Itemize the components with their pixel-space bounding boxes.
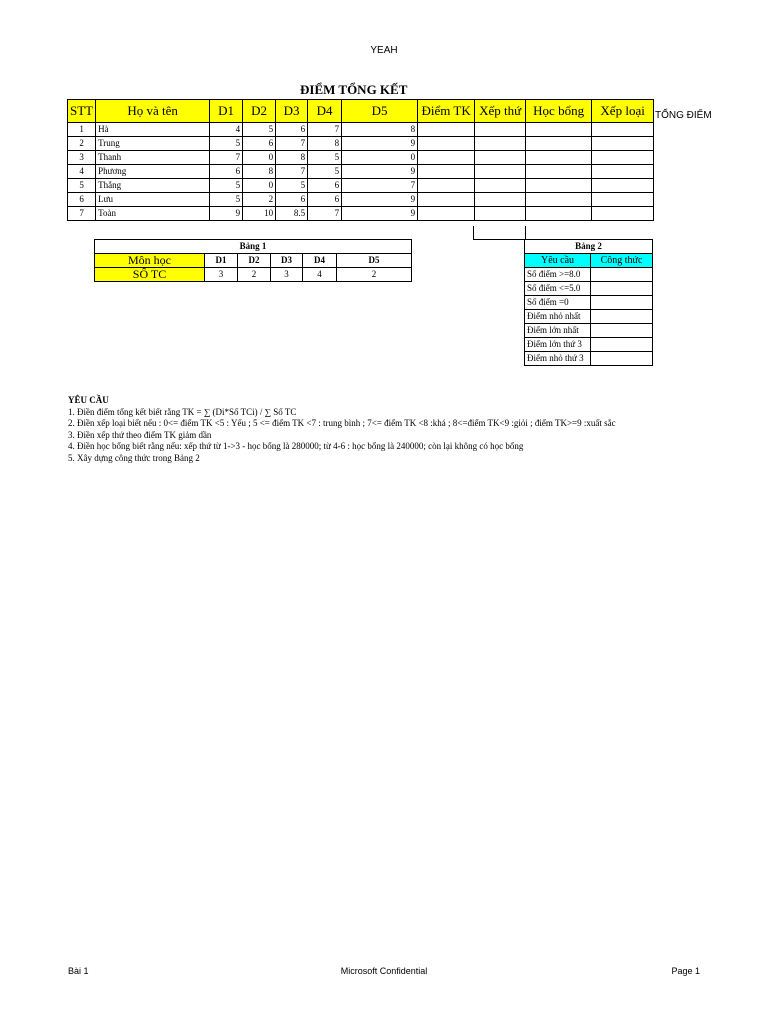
header-d5: D5 (342, 100, 418, 123)
row-name: Thanh (96, 151, 210, 165)
empty-cell (475, 123, 526, 137)
table-row (68, 193, 654, 207)
table1-header-d1: D1 (205, 254, 238, 268)
row-score-d1: 6 (210, 165, 243, 179)
row-score-d2: 5 (243, 123, 276, 137)
row-score-d1: 9 (210, 207, 243, 221)
row-name: Thắng (96, 179, 210, 193)
row-score-d2: 6 (243, 137, 276, 151)
empty-cell (475, 179, 526, 193)
table1-header-d2: D2 (238, 254, 271, 268)
header-diem-tk: Điểm TK (418, 100, 475, 123)
requirement-item: 4. Điền học bổng biết rằng nếu: xếp thứ từ 1->3 - học bổng là 280000; từ 4-6 : học bổng là 240000; còn lại không có học bổng (68, 441, 524, 451)
header-d3: D3 (276, 100, 308, 123)
page-title: ĐIỂM TỔNG KẾT (300, 82, 408, 97)
empty-cell (475, 151, 526, 165)
header-xep-loai: Xếp loại (592, 100, 654, 123)
row-score-d2: 0 (243, 179, 276, 193)
row-score-d2: 10 (243, 207, 276, 221)
empty-cell (418, 165, 475, 179)
row-name: Phương (96, 165, 210, 179)
formula-table (524, 239, 653, 366)
row-score-d5: 9 (342, 193, 418, 207)
row-score-d3: 8.5 (276, 207, 308, 221)
table1-header-subject: Môn học (95, 254, 205, 268)
table-row (68, 137, 654, 151)
row-name: Lưu (96, 193, 210, 207)
table1-cell: 3 (205, 268, 238, 282)
row-score-d5: 9 (342, 137, 418, 151)
row-score-d2: 2 (243, 193, 276, 207)
empty-cell (526, 123, 592, 137)
header-xep-thu: Xếp thứ (475, 100, 526, 123)
table1-caption: Bảng 1 (95, 240, 412, 254)
row-score-d4: 7 (308, 123, 342, 137)
empty-cell (475, 193, 526, 207)
table1-header-d4: D4 (303, 254, 337, 268)
score-table (67, 99, 654, 221)
empty-cell (592, 193, 654, 207)
table-row (68, 123, 654, 137)
row-score-d1: 4 (210, 123, 243, 137)
table-row (68, 151, 654, 165)
table2-formula-cell (591, 310, 653, 324)
empty-cell (418, 193, 475, 207)
footer-left: Bài 1 (68, 966, 89, 976)
credit-table (94, 239, 412, 282)
row-score-d5: 9 (342, 165, 418, 179)
row-name: Hà (96, 123, 210, 137)
row-score-d3: 6 (276, 193, 308, 207)
table2-formula-cell (591, 282, 653, 296)
empty-cell (526, 207, 592, 221)
row-score-d3: 7 (276, 137, 308, 151)
empty-cell (475, 207, 526, 221)
row-stt: 7 (68, 207, 96, 221)
empty-cell (526, 165, 592, 179)
empty-cell (592, 165, 654, 179)
requirement-item: 3. Điền xếp thứ theo điểm TK giảm dần (68, 429, 212, 440)
table-row (68, 165, 654, 179)
empty-cell (526, 193, 592, 207)
empty-cell (418, 151, 475, 165)
row-score-d2: 8 (243, 165, 276, 179)
table2-formula-cell (591, 338, 653, 352)
row-score-d4: 5 (308, 151, 342, 165)
row-score-d4: 8 (308, 137, 342, 151)
table1-row-label: SỐ TC (95, 268, 205, 282)
empty-cell (592, 123, 654, 137)
header-name: Họ và tên (96, 100, 210, 123)
empty-cell (418, 123, 475, 137)
score-table-header (68, 100, 654, 123)
requirements-section (68, 395, 616, 464)
empty-cell (592, 179, 654, 193)
empty-cell (418, 179, 475, 193)
table2-requirement: Điểm nhỏ nhất (525, 310, 591, 324)
empty-cell (526, 151, 592, 165)
table2-formula-cell (591, 296, 653, 310)
requirements-title: YÊU CẦU (68, 395, 109, 405)
side-label: TỔNG ĐIỂM (655, 110, 712, 121)
empty-cell (526, 179, 592, 193)
row-score-d1: 5 (210, 179, 243, 193)
table1-cell: 2 (337, 268, 412, 282)
empty-cell (592, 151, 654, 165)
table2-requirement: Số điểm <=5.0 (525, 282, 591, 296)
row-stt: 2 (68, 137, 96, 151)
row-score-d4: 6 (308, 179, 342, 193)
header-d4: D4 (308, 100, 342, 123)
footer-center: Microsoft Confidential (340, 966, 428, 976)
header-stt: STT (68, 100, 96, 123)
table2-requirement: Số điểm =0 (525, 296, 591, 310)
footer-right: Page 1 (671, 966, 700, 976)
table2-formula-cell (591, 268, 653, 282)
table2-requirement: Điểm lớn nhất (525, 324, 591, 338)
table1-header-d5: D5 (337, 254, 412, 268)
row-score-d5: 8 (342, 123, 418, 137)
empty-cell (475, 165, 526, 179)
table2-requirement: Điểm lớn thứ 3 (525, 338, 591, 352)
table1-cell: 2 (238, 268, 271, 282)
table2-row (525, 338, 653, 352)
empty-cell (418, 207, 475, 221)
row-score-d3: 6 (276, 123, 308, 137)
table2-requirement: Số điểm >=8.0 (525, 268, 591, 282)
row-score-d5: 0 (342, 151, 418, 165)
header-d2: D2 (243, 100, 276, 123)
row-score-d3: 8 (276, 151, 308, 165)
table2-row (525, 296, 653, 310)
empty-cell (592, 207, 654, 221)
table2-row (525, 268, 653, 282)
row-stt: 4 (68, 165, 96, 179)
table2-row (525, 352, 653, 366)
empty-cell (526, 137, 592, 151)
row-stt: 3 (68, 151, 96, 165)
header-hoc-bong: Học bổng (526, 100, 592, 123)
row-name: Trung (96, 137, 210, 151)
table-row (68, 179, 654, 193)
row-stt: 5 (68, 179, 96, 193)
row-score-d1: 5 (210, 137, 243, 151)
empty-cell (592, 137, 654, 151)
row-score-d1: 5 (210, 193, 243, 207)
table2-row (525, 310, 653, 324)
page-header: YEAH (370, 45, 398, 56)
row-name: Toàn (96, 207, 210, 221)
row-score-d5: 7 (342, 179, 418, 193)
table2-formula-cell (591, 324, 653, 338)
requirement-item: 5. Xây dựng công thức trong Bảng 2 (68, 452, 200, 463)
row-score-d4: 7 (308, 207, 342, 221)
table2-header-formula: Công thức (591, 254, 653, 268)
row-stt: 1 (68, 123, 96, 137)
row-score-d3: 7 (276, 165, 308, 179)
requirements-list (68, 407, 616, 465)
requirement-item: 1. Điền điểm tổng kết biết rằng TK = ∑ (Di*Số TCi) / ∑ Số TC (68, 406, 297, 417)
table1-cell: 4 (303, 268, 337, 282)
row-score-d3: 5 (276, 179, 308, 193)
row-stt: 6 (68, 193, 96, 207)
table1-header-d3: D3 (271, 254, 303, 268)
requirement-item: 2. Điền xếp loại biết nếu : 0<= điểm TK <5 : Yếu ; 5 <= điểm TK <7 : trung bình ; 7<= điểm TK <8 :khá ; 8<=điểm TK<9 :giỏi ; điểm TK>=9 :xuất sắc (68, 418, 616, 428)
row-score-d4: 6 (308, 193, 342, 207)
table2-row (525, 282, 653, 296)
table2-row (525, 324, 653, 338)
row-score-d4: 5 (308, 165, 342, 179)
empty-cell (418, 137, 475, 151)
table2-caption: Bảng 2 (525, 240, 653, 254)
table1-cell: 3 (271, 268, 303, 282)
table-row (68, 207, 654, 221)
table2-requirement: Điểm nhỏ thứ 3 (525, 352, 591, 366)
header-d1: D1 (210, 100, 243, 123)
empty-cell-box (473, 226, 526, 240)
row-score-d1: 7 (210, 151, 243, 165)
table2-formula-cell (591, 352, 653, 366)
row-score-d2: 0 (243, 151, 276, 165)
empty-cell (475, 137, 526, 151)
row-score-d5: 9 (342, 207, 418, 221)
table2-header-requirement: Yêu cầu (525, 254, 591, 268)
